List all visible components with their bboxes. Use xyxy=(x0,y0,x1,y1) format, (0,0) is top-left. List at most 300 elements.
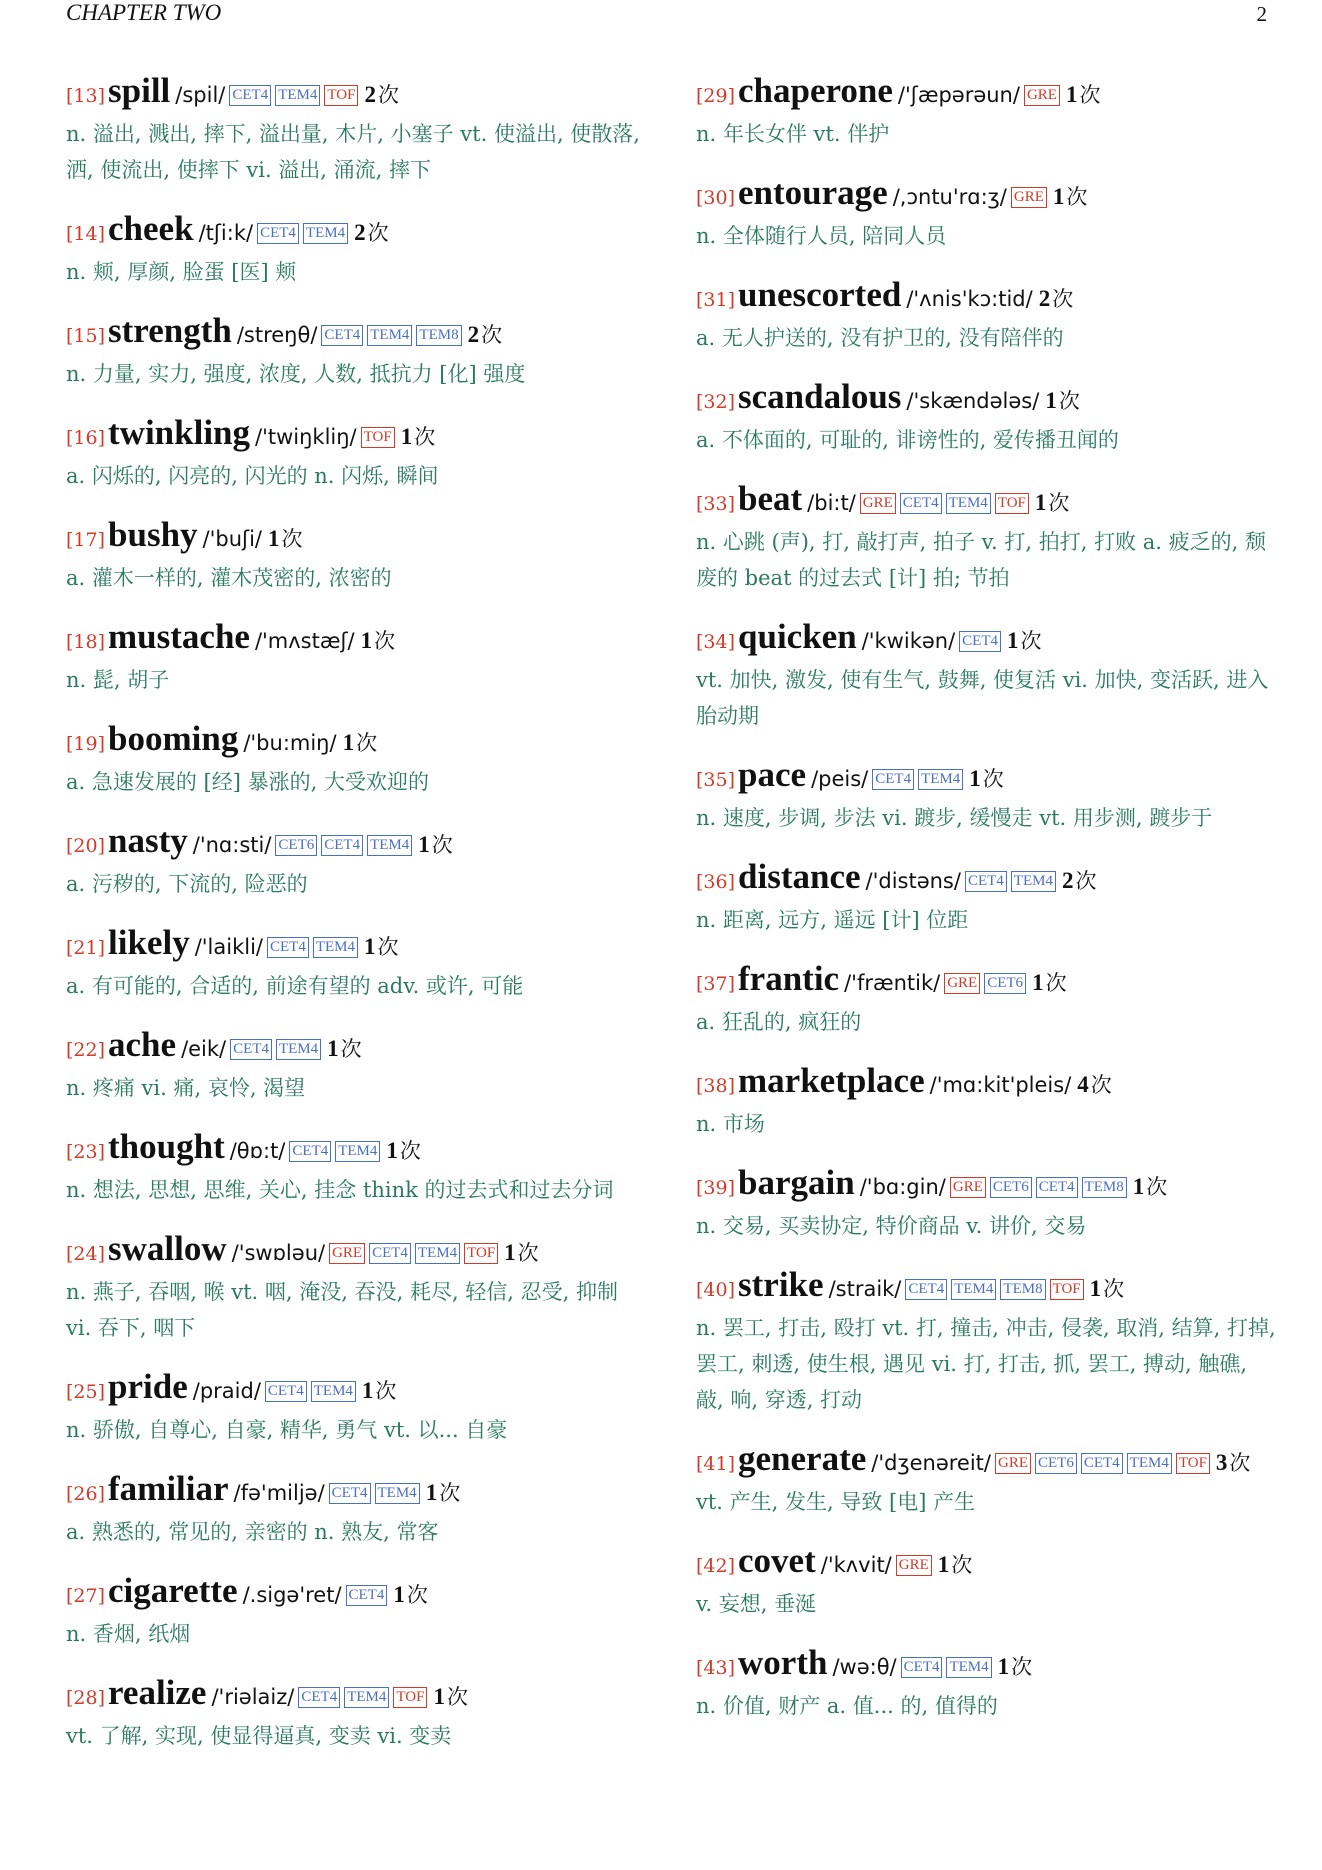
occurrence-unit: 次 xyxy=(431,833,453,857)
exam-tag-cet4: CET4 xyxy=(900,493,942,514)
exam-tag-tof: TOF xyxy=(324,85,358,106)
headword: chaperone xyxy=(738,71,893,110)
occurrence-unit: 次 xyxy=(1058,389,1080,413)
headword: familiar xyxy=(108,1469,229,1508)
entry-number: [21] xyxy=(66,937,106,959)
exam-tag-cet4: CET4 xyxy=(965,871,1007,892)
pronunciation: /wə:θ/ xyxy=(832,1655,897,1679)
word-entry xyxy=(66,208,641,290)
exam-tag-gre: GRE xyxy=(329,1243,365,1264)
exam-tag-cet4: CET4 xyxy=(872,769,914,790)
exam-tag-gre: GRE xyxy=(896,1555,932,1576)
exam-tag-cet6: CET6 xyxy=(984,973,1026,994)
headword: spill xyxy=(108,71,171,110)
entry-headline xyxy=(696,172,1276,220)
definition: a. 闪烁的, 闪亮的, 闪光的 n. 闪烁, 瞬间 xyxy=(66,464,439,488)
occurrence-count: 1 xyxy=(504,1240,516,1265)
exam-tag-tem8: TEM8 xyxy=(1082,1177,1127,1198)
entry-headline xyxy=(696,856,1276,904)
occurrence-unit: 次 xyxy=(1229,1451,1251,1475)
exam-tag-tof: TOF xyxy=(1176,1453,1210,1474)
occurrence-count: 1 xyxy=(1034,490,1047,515)
headword: realize xyxy=(108,1673,207,1712)
exam-tag-cet4: CET4 xyxy=(229,85,271,106)
occurrence-unit: 次 xyxy=(1052,287,1074,311)
pronunciation: /streŋθ/ xyxy=(236,323,318,347)
entry-number: [34] xyxy=(696,631,736,653)
pronunciation: /,ɔntu'rɑ:ʒ/ xyxy=(892,185,1007,209)
occurrence-count: 2 xyxy=(467,322,480,347)
occurrence-unit: 次 xyxy=(1048,491,1070,515)
entry-headline xyxy=(696,754,1276,802)
definition: n. 力量, 实力, 强度, 浓度, 人数, 抵抗力 [化] 强度 xyxy=(66,362,526,386)
word-entry xyxy=(696,1264,1276,1418)
occurrence-unit: 次 xyxy=(1090,1073,1112,1097)
occurrence-count: 1 xyxy=(1089,1276,1102,1301)
entry-headline xyxy=(66,208,641,256)
entry-headline xyxy=(66,70,641,118)
occurrence-count: 2 xyxy=(1038,286,1051,311)
exam-tag-tof: TOF xyxy=(995,493,1029,514)
headword: frantic xyxy=(738,959,840,998)
headword: bushy xyxy=(108,515,198,554)
exam-tag-cet6: CET6 xyxy=(275,835,317,856)
occurrence-count: 1 xyxy=(997,1654,1010,1679)
occurrence-count: 1 xyxy=(393,1582,405,1607)
exam-tag-gre: GRE xyxy=(944,973,980,994)
headword: thought xyxy=(108,1127,225,1166)
headword: strike xyxy=(738,1265,824,1304)
exam-tag-cet4: CET4 xyxy=(298,1687,340,1708)
exam-tag-cet4: CET4 xyxy=(321,835,363,856)
exam-tag-tem4: TEM4 xyxy=(375,1483,420,1504)
pronunciation: /'ʃæpərəun/ xyxy=(897,83,1020,107)
definition: n. 罢工, 打击, 殴打 vt. 打, 撞击, 冲击, 侵袭, 取消, 结算, 打掉, 罢工, 刺透, 使生根, 遇见 vi. 打, 打击, 抓, 罢工, 搏动, 触礁, 敲, 响, 穿透, 打动 xyxy=(696,1316,1276,1412)
entry-number: [40] xyxy=(696,1279,736,1301)
occurrence-unit: 次 xyxy=(1103,1277,1125,1301)
pronunciation: /'fræntik/ xyxy=(844,971,941,995)
word-entry xyxy=(696,1642,1276,1724)
definition: v. 妄想, 垂涎 xyxy=(696,1592,817,1616)
occurrence-count: 1 xyxy=(1052,184,1065,209)
entry-headline xyxy=(696,1264,1276,1312)
occurrence-unit: 次 xyxy=(406,1583,428,1607)
word-entry xyxy=(696,478,1276,596)
page-number: 2 xyxy=(1256,2,1267,26)
occurrence-count: 1 xyxy=(425,1480,438,1505)
entry-number: [15] xyxy=(66,325,106,347)
headword: marketplace xyxy=(738,1061,925,1100)
definition: n. 颊, 厚颜, 脸蛋 [医] 颊 xyxy=(66,260,297,284)
headword: nasty xyxy=(108,821,188,860)
exam-tag-tem4: TEM4 xyxy=(946,1657,991,1678)
occurrence-count: 1 xyxy=(400,424,413,449)
exam-tag-cet4: CET4 xyxy=(905,1279,947,1300)
entry-headline xyxy=(66,1126,641,1174)
headword: pride xyxy=(108,1367,188,1406)
word-entry xyxy=(696,856,1276,938)
occurrence-unit: 次 xyxy=(377,935,399,959)
pronunciation: /peis/ xyxy=(811,767,869,791)
pronunciation: /'mʌstæʃ/ xyxy=(254,629,355,653)
entry-headline xyxy=(696,1060,1276,1108)
definition: a. 无人护送的, 没有护卫的, 没有陪伴的 xyxy=(696,326,1064,350)
occurrence-count: 1 xyxy=(969,766,981,791)
headword: beat xyxy=(738,479,803,518)
entry-headline xyxy=(66,1672,641,1720)
entry-headline xyxy=(66,922,641,970)
exam-tag-cet4: CET4 xyxy=(901,1657,943,1678)
exam-tag-tem4: TEM4 xyxy=(367,325,412,346)
word-entry xyxy=(696,1060,1276,1142)
headword: covet xyxy=(738,1541,816,1580)
exam-tag-cet4: CET4 xyxy=(346,1585,388,1606)
entry-number: [33] xyxy=(696,493,736,515)
definition: n. 速度, 步调, 步法 vi. 踱步, 缓慢走 vt. 用步测, 踱步于 xyxy=(696,806,1213,830)
word-entry xyxy=(66,1672,641,1754)
definition: a. 急速发展的 [经] 暴涨的, 大受欢迎的 xyxy=(66,770,429,794)
exam-tag-cet4: CET4 xyxy=(265,1381,307,1402)
pronunciation: /'twiŋkliŋ/ xyxy=(255,425,357,449)
exam-tag-tem4: TEM4 xyxy=(311,1381,356,1402)
entry-headline xyxy=(696,616,1276,664)
entry-number: [13] xyxy=(66,85,106,107)
exam-tag-tem4: TEM4 xyxy=(946,493,991,514)
pronunciation: /'ʌnis'kɔ:tid/ xyxy=(906,287,1033,311)
exam-tag-tem4: TEM4 xyxy=(918,769,963,790)
occurrence-unit: 次 xyxy=(982,767,1004,791)
occurrence-count: 1 xyxy=(360,628,373,653)
word-entry xyxy=(66,412,641,494)
occurrence-unit: 次 xyxy=(375,1379,397,1403)
pronunciation: /'riəlaiz/ xyxy=(211,1685,295,1709)
pronunciation: /fə'miljə/ xyxy=(233,1481,325,1505)
exam-tag-tem4: TEM4 xyxy=(275,85,320,106)
occurrence-unit: 次 xyxy=(399,1139,421,1163)
headword: entourage xyxy=(738,173,888,212)
occurrence-count: 1 xyxy=(418,832,430,857)
word-entry xyxy=(696,1540,1276,1622)
entry-headline xyxy=(696,1162,1276,1210)
definition: n. 价值, 财产 a. 值... 的, 值得的 xyxy=(696,1694,998,1718)
headword: cheek xyxy=(108,209,194,248)
exam-tag-tem4: TEM4 xyxy=(344,1687,389,1708)
exam-tag-cet4: CET4 xyxy=(289,1141,331,1162)
pronunciation: /bi:t/ xyxy=(807,491,856,515)
word-entry xyxy=(66,922,641,1004)
occurrence-count: 1 xyxy=(433,1684,445,1709)
entry-number: [19] xyxy=(66,733,106,755)
exam-tag-tem4: TEM4 xyxy=(367,835,412,856)
pronunciation: /'mɑ:kit'pleis/ xyxy=(929,1073,1072,1097)
occurrence-count: 1 xyxy=(386,1138,398,1163)
entry-headline xyxy=(696,958,1276,1006)
right-column xyxy=(696,70,1276,1724)
pronunciation: /spil/ xyxy=(175,83,226,107)
entry-number: [41] xyxy=(696,1453,736,1475)
entry-number: [35] xyxy=(696,769,736,791)
entry-number: [26] xyxy=(66,1483,106,1505)
word-entry xyxy=(696,958,1276,1040)
entry-number: [36] xyxy=(696,871,736,893)
entry-headline xyxy=(696,478,1276,526)
exam-tag-cet6: CET6 xyxy=(990,1177,1032,1198)
word-entry xyxy=(696,1438,1276,1520)
entry-headline xyxy=(66,1468,641,1516)
occurrence-unit: 次 xyxy=(1146,1175,1168,1199)
definition: n. 溢出, 溅出, 摔下, 溢出量, 木片, 小塞子 vt. 使溢出, 使散落, 洒, 使流出, 使摔下 vi. 溢出, 涌流, 摔下 xyxy=(66,122,640,182)
occurrence-count: 1 xyxy=(937,1552,950,1577)
headword: strength xyxy=(108,311,232,350)
exam-tag-tem4: TEM4 xyxy=(1127,1453,1172,1474)
definition: n. 想法, 思想, 思维, 关心, 挂念 think 的过去式和过去分词 xyxy=(66,1178,614,1202)
occurrence-count: 1 xyxy=(342,730,355,755)
exam-tag-gre: GRE xyxy=(860,493,896,514)
entry-headline xyxy=(66,514,641,562)
pronunciation: /'dʒenəreit/ xyxy=(871,1451,991,1475)
headword: bargain xyxy=(738,1163,855,1202)
definition: vt. 产生, 发生, 导致 [电] 产生 xyxy=(696,1490,976,1514)
pronunciation: /'skændələs/ xyxy=(906,389,1040,413)
occurrence-unit: 次 xyxy=(517,1241,539,1265)
exam-tag-tem4: TEM4 xyxy=(276,1039,321,1060)
word-entry xyxy=(66,310,641,392)
occurrence-unit: 次 xyxy=(1079,83,1101,107)
entry-headline xyxy=(696,1540,1276,1588)
word-entry xyxy=(66,718,641,800)
occurrence-count: 2 xyxy=(364,82,376,107)
occurrence-count: 1 xyxy=(361,1378,374,1403)
word-entry xyxy=(696,1162,1276,1244)
occurrence-count: 2 xyxy=(1061,868,1074,893)
occurrence-unit: 次 xyxy=(414,425,436,449)
definition: a. 有可能的, 合适的, 前途有望的 adv. 或许, 可能 xyxy=(66,974,524,998)
headword: unescorted xyxy=(738,275,902,314)
definition: n. 年长女伴 vt. 伴护 xyxy=(696,122,890,146)
occurrence-unit: 次 xyxy=(439,1481,461,1505)
word-entry xyxy=(696,70,1276,152)
pronunciation: /'laikli/ xyxy=(194,935,263,959)
occurrence-unit: 次 xyxy=(446,1685,468,1709)
entry-number: [25] xyxy=(66,1381,106,1403)
definition: n. 市场 xyxy=(696,1112,765,1136)
exam-tag-cet4: CET4 xyxy=(1081,1453,1123,1474)
word-entry xyxy=(66,1468,641,1550)
exam-tag-cet4: CET4 xyxy=(267,937,309,958)
definition: vt. 加快, 激发, 使有生气, 鼓舞, 使复活 vi. 加快, 变活跃, 进入胎动期 xyxy=(696,668,1269,728)
entry-number: [23] xyxy=(66,1141,106,1163)
exam-tag-tof: TOF xyxy=(393,1687,427,1708)
entry-number: [29] xyxy=(696,85,736,107)
occurrence-unit: 次 xyxy=(374,629,396,653)
left-column xyxy=(66,70,641,1754)
headword: ache xyxy=(108,1025,177,1064)
occurrence-unit: 次 xyxy=(340,1037,362,1061)
occurrence-count: 1 xyxy=(1032,970,1044,995)
occurrence-count: 3 xyxy=(1215,1450,1228,1475)
word-entry xyxy=(696,376,1276,458)
entry-number: [37] xyxy=(696,973,736,995)
occurrence-count: 1 xyxy=(364,934,376,959)
occurrence-count: 1 xyxy=(1045,388,1057,413)
pronunciation: /eik/ xyxy=(181,1037,227,1061)
entry-headline xyxy=(696,1642,1276,1690)
exam-tag-cet4: CET4 xyxy=(230,1039,272,1060)
word-entry xyxy=(66,820,641,902)
occurrence-unit: 次 xyxy=(1011,1655,1033,1679)
occurrence-unit: 次 xyxy=(367,221,389,245)
occurrence-unit: 次 xyxy=(481,323,503,347)
headword: distance xyxy=(738,857,861,896)
entry-number: [28] xyxy=(66,1687,106,1709)
occurrence-count: 4 xyxy=(1077,1072,1089,1097)
pronunciation: /'kʌvit/ xyxy=(820,1553,892,1577)
pronunciation: /'buʃi/ xyxy=(202,527,262,551)
word-entry xyxy=(66,514,641,596)
exam-tag-cet4: CET4 xyxy=(369,1243,411,1264)
exam-tag-tem8: TEM8 xyxy=(416,325,461,346)
occurrence-unit: 次 xyxy=(1066,185,1088,209)
headword: likely xyxy=(108,923,190,962)
exam-tag-cet4: CET4 xyxy=(321,325,363,346)
entry-number: [18] xyxy=(66,631,106,653)
word-entry xyxy=(66,70,641,188)
pronunciation: /praid/ xyxy=(192,1379,261,1403)
occurrence-count: 1 xyxy=(327,1036,339,1061)
definition: a. 灌木一样的, 灌木茂密的, 浓密的 xyxy=(66,566,392,590)
word-entry xyxy=(66,1366,641,1448)
headword: mustache xyxy=(108,617,250,656)
exam-tag-tem4: TEM4 xyxy=(1011,871,1056,892)
entry-number: [17] xyxy=(66,529,106,551)
entry-number: [42] xyxy=(696,1555,736,1577)
headword: quicken xyxy=(738,617,857,656)
definition: n. 心跳 (声), 打, 敲打声, 拍子 v. 打, 拍打, 打败 a. 疲乏的, 颓废的 beat 的过去式 [计] 拍; 节拍 xyxy=(696,530,1266,590)
definition: a. 污秽的, 下流的, 险恶的 xyxy=(66,872,308,896)
definition: n. 燕子, 吞咽, 喉 vt. 咽, 淹没, 吞没, 耗尽, 轻信, 忍受, 抑制 vi. 吞下, 咽下 xyxy=(66,1280,619,1340)
pronunciation: /'nɑ:sti/ xyxy=(192,833,272,857)
definition: n. 骄傲, 自尊心, 自豪, 精华, 勇气 vt. 以... 自豪 xyxy=(66,1418,508,1442)
word-entry xyxy=(696,754,1276,836)
word-entry xyxy=(696,616,1276,734)
occurrence-count: 1 xyxy=(1065,82,1078,107)
pronunciation: /'bu:miŋ/ xyxy=(243,731,337,755)
entry-number: [43] xyxy=(696,1657,736,1679)
definition: a. 狂乱的, 疯狂的 xyxy=(696,1010,862,1034)
entry-number: [24] xyxy=(66,1243,106,1265)
headword: booming xyxy=(108,719,239,758)
definition: a. 不体面的, 可耻的, 诽谤性的, 爱传播丑闻的 xyxy=(696,428,1119,452)
entry-number: [22] xyxy=(66,1039,106,1061)
entry-number: [31] xyxy=(696,289,736,311)
definition: n. 全体随行人员, 陪同人员 xyxy=(696,224,947,248)
entry-headline xyxy=(66,1024,641,1072)
entry-number: [32] xyxy=(696,391,736,413)
occurrence-count: 1 xyxy=(1007,628,1019,653)
exam-tag-tem4: TEM4 xyxy=(335,1141,380,1162)
exam-tag-gre: GRE xyxy=(1024,85,1060,106)
exam-tag-tem4: TEM4 xyxy=(303,223,348,244)
headword: pace xyxy=(738,755,807,794)
exam-tag-tof: TOF xyxy=(361,427,395,448)
headword: swallow xyxy=(108,1229,227,1268)
entry-headline xyxy=(696,376,1276,424)
entry-headline xyxy=(696,1438,1276,1486)
word-entry xyxy=(66,1024,641,1106)
entry-headline xyxy=(66,310,641,358)
entry-headline xyxy=(66,820,641,868)
occurrence-unit: 次 xyxy=(356,731,378,755)
occurrence-count: 2 xyxy=(354,220,366,245)
occurrence-unit: 次 xyxy=(281,527,303,551)
exam-tag-tem4: TEM4 xyxy=(415,1243,460,1264)
definition: n. 距离, 远方, 遥远 [计] 位距 xyxy=(696,908,969,932)
word-entry xyxy=(696,172,1276,254)
word-entry xyxy=(66,1126,641,1208)
entry-number: [39] xyxy=(696,1177,736,1199)
exam-tag-cet4: CET4 xyxy=(329,1483,371,1504)
occurrence-unit: 次 xyxy=(377,83,399,107)
exam-tag-cet4: CET4 xyxy=(1036,1177,1078,1198)
occurrence-unit: 次 xyxy=(1075,869,1097,893)
exam-tag-cet4: CET4 xyxy=(959,631,1001,652)
definition: n. 香烟, 纸烟 xyxy=(66,1622,191,1646)
headword: twinkling xyxy=(108,413,251,452)
occurrence-unit: 次 xyxy=(951,1553,973,1577)
word-entry xyxy=(66,616,641,698)
definition: n. 髭, 胡子 xyxy=(66,668,170,692)
entry-headline xyxy=(66,1366,641,1414)
entry-headline xyxy=(66,1570,641,1618)
pronunciation: /tʃi:k/ xyxy=(198,221,254,245)
entry-number: [38] xyxy=(696,1075,736,1097)
exam-tag-gre: GRE xyxy=(1011,187,1047,208)
pronunciation: /'swɒləu/ xyxy=(231,1241,326,1265)
exam-tag-gre: GRE xyxy=(950,1177,986,1198)
definition: n. 交易, 买卖协定, 特价商品 v. 讲价, 交易 xyxy=(696,1214,1087,1238)
entry-headline xyxy=(66,718,641,766)
entry-headline xyxy=(696,274,1276,322)
pronunciation: /'distəns/ xyxy=(865,869,961,893)
headword: scandalous xyxy=(738,377,902,416)
headword: worth xyxy=(738,1643,828,1682)
entry-number: [27] xyxy=(66,1585,106,1607)
pronunciation: /'bɑ:gin/ xyxy=(859,1175,946,1199)
exam-tag-tem4: TEM4 xyxy=(313,937,358,958)
entry-number: [20] xyxy=(66,835,106,857)
occurrence-count: 1 xyxy=(1132,1174,1145,1199)
definition: a. 熟悉的, 常见的, 亲密的 n. 熟友, 常客 xyxy=(66,1520,439,1544)
word-entry xyxy=(66,1228,641,1346)
entry-headline xyxy=(66,412,641,460)
exam-tag-tem8: TEM8 xyxy=(1000,1279,1045,1300)
entry-number: [16] xyxy=(66,427,106,449)
entry-headline xyxy=(696,70,1276,118)
occurrence-count: 1 xyxy=(268,526,280,551)
word-entry xyxy=(696,274,1276,356)
occurrence-unit: 次 xyxy=(1045,971,1067,995)
definition: vt. 了解, 实现, 使显得逼真, 变卖 vi. 变卖 xyxy=(66,1724,452,1748)
headword: cigarette xyxy=(108,1571,238,1610)
entry-number: [30] xyxy=(696,187,736,209)
exam-tag-gre: GRE xyxy=(995,1453,1031,1474)
exam-tag-tof: TOF xyxy=(464,1243,498,1264)
definition: n. 疼痛 vi. 痛, 哀怜, 渴望 xyxy=(66,1076,306,1100)
exam-tag-tof: TOF xyxy=(1050,1279,1084,1300)
headword: generate xyxy=(738,1439,867,1478)
exam-tag-tem4: TEM4 xyxy=(951,1279,996,1300)
word-entry xyxy=(66,1570,641,1652)
